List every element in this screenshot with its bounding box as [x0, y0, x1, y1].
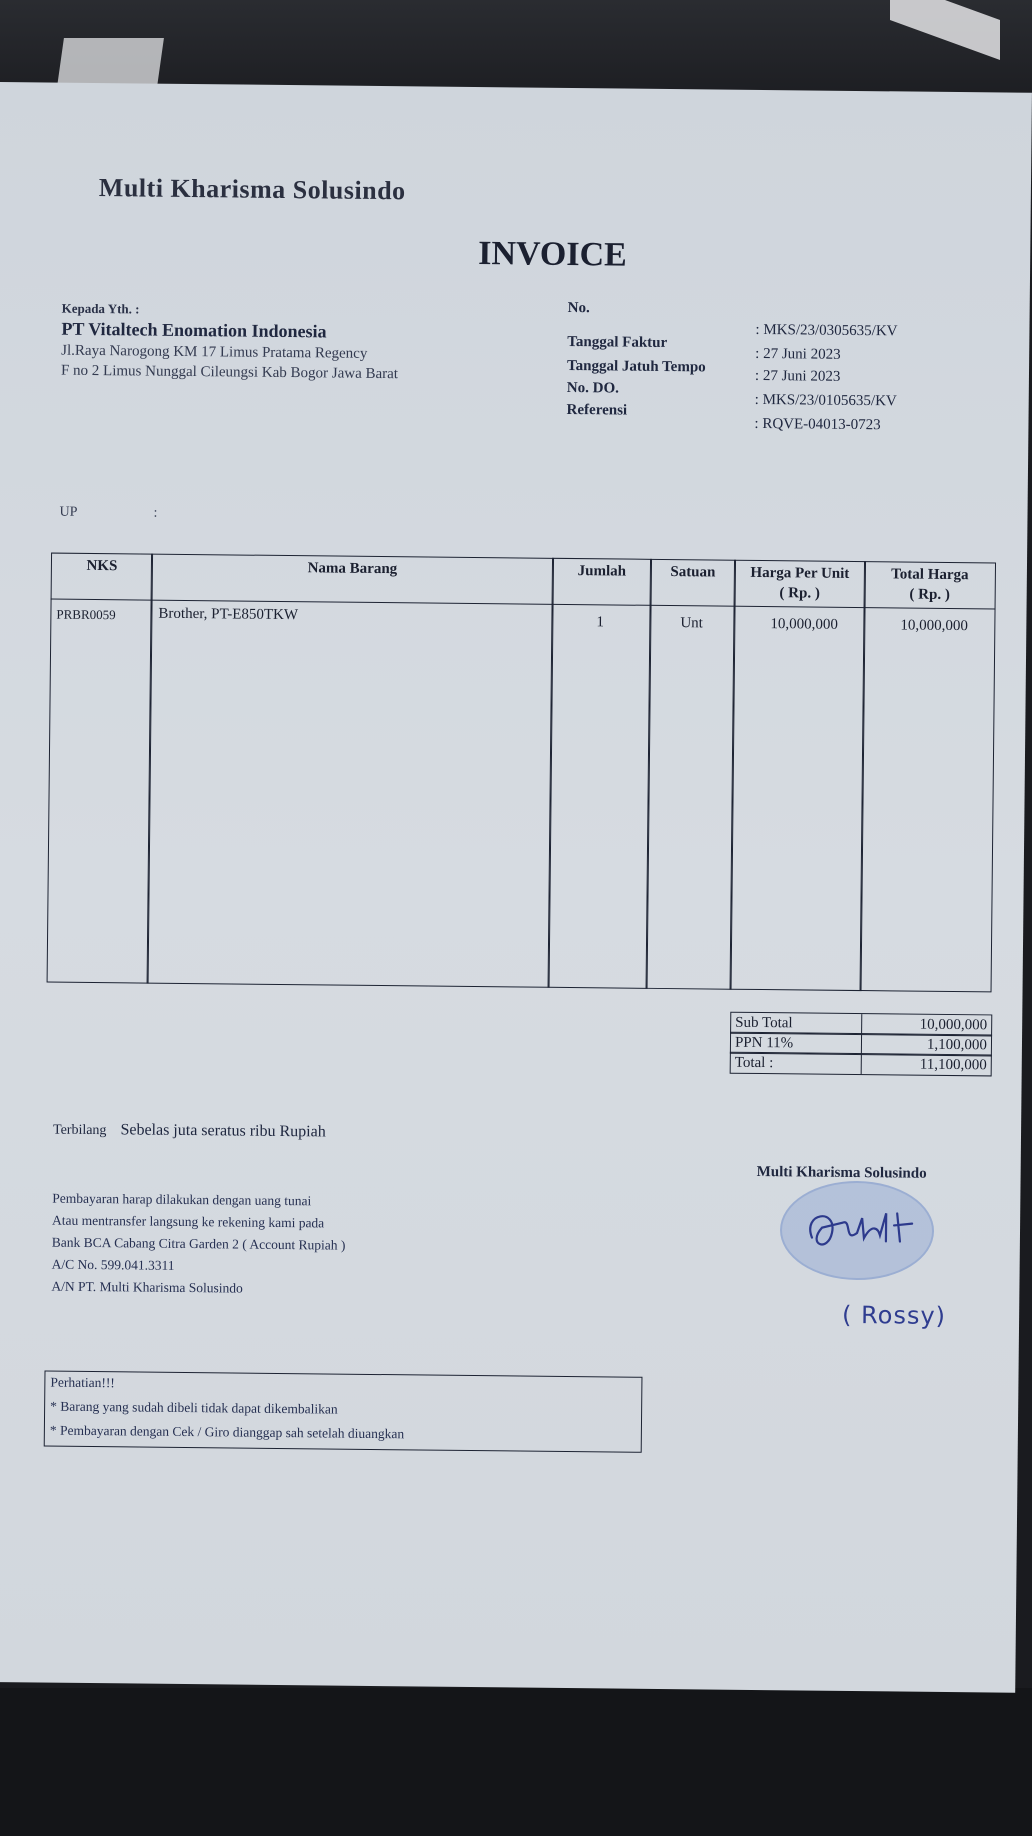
cell-satuan: Unt	[680, 615, 703, 632]
subtotal-label: Sub Total	[735, 1014, 793, 1032]
total-row	[730, 1052, 992, 1077]
customer-address-line1: Jl.Raya Narogong KM 17 Limus Pratama Regency	[61, 342, 368, 362]
bill-to-label: Kepada Yth. :	[61, 300, 140, 317]
subtotal-value: 10,000,000	[919, 1016, 988, 1034]
total-label: Total :	[734, 1054, 774, 1072]
total-value: 11,100,000	[919, 1056, 987, 1074]
do-number-value: : MKS/23/0105635/KV	[754, 391, 897, 410]
header-jumlah: Jumlah	[577, 563, 627, 580]
terbilang-value: Sebelas juta seratus ribu Rupiah	[120, 1121, 326, 1141]
header-satuan: Satuan	[670, 564, 716, 581]
signature-scribble	[782, 1182, 933, 1279]
header-nks: NKS	[86, 557, 118, 575]
reference-label: Referensi	[566, 401, 628, 419]
signatory-name: ( Rossy)	[841, 1300, 947, 1330]
invoice-paper	[0, 82, 1032, 1693]
ppn-label: PPN 11%	[734, 1034, 794, 1052]
notice-item: * Pembayaran dengan Cek / Giro dianggap sah setelah diuangkan	[49, 1422, 405, 1442]
invoice-date-value: : 27 Juni 2023	[755, 345, 841, 363]
cell-total: 10,000,000	[900, 617, 968, 635]
cell-nama-barang: Brother, PT-E850TKW	[158, 605, 299, 624]
due-date-value: : 27 Juni 2023	[754, 367, 841, 385]
customer-address-line2: F no 2 Limus Nunggal Cileungsi Kab Bogor Jawa Barat	[60, 362, 399, 383]
account-number: A/C No. 599.041.3311	[51, 1256, 175, 1273]
up-label: UP	[59, 504, 78, 520]
company-stamp	[780, 1180, 935, 1281]
company-name: Multi Kharisma Solusindo	[98, 173, 406, 206]
cell-nks: PRBR0059	[56, 606, 116, 623]
invoice-no-label: No.	[567, 299, 590, 317]
background-bottom	[0, 1688, 1032, 1836]
header-nama-barang: Nama Barang	[307, 560, 398, 578]
payment-line: Bank BCA Cabang Citra Garden 2 ( Account Rupiah )	[51, 1234, 346, 1253]
header-harga-unit: ( Rp. )	[779, 585, 820, 602]
document-title: INVOICE	[478, 235, 627, 274]
reference-value: : RQVE-04013-0723	[754, 415, 881, 434]
amount-in-words	[53, 1121, 326, 1142]
notice-item: * Barang yang sudah dibeli tidak dapat dikembalikan	[50, 1398, 338, 1417]
header-total: Total Harga	[891, 566, 969, 584]
notice-title: Perhatian!!!	[50, 1374, 115, 1391]
payment-line: Pembayaran harap dilakukan dengan uang tunai	[52, 1190, 312, 1209]
header-total-unit: ( Rp. )	[909, 586, 950, 603]
cell-harga: 10,000,000	[770, 616, 838, 633]
do-number-label: No. DO.	[566, 379, 620, 397]
terbilang-label: Terbilang	[52, 1122, 107, 1139]
invoice-date-label: Tanggal Faktur	[567, 333, 668, 352]
invoice-no-value: : MKS/23/0305635/KV	[755, 321, 898, 340]
ppn-value: 1,100,000	[926, 1036, 988, 1054]
payment-line: Atau mentransfer langsung ke rekening kami pada	[52, 1212, 325, 1231]
up-colon: :	[153, 505, 158, 521]
due-date-label: Tanggal Jatuh Tempo	[566, 357, 706, 376]
cell-jumlah: 1	[596, 614, 604, 631]
customer-name: PT Vitaltech Enomation Indonesia	[61, 318, 327, 342]
account-name: A/N PT. Multi Kharisma Solusindo	[51, 1278, 243, 1296]
signature-company: Multi Kharisma Solusindo	[756, 1163, 927, 1182]
items-table	[46, 553, 996, 1013]
header-harga: Harga Per Unit	[750, 564, 850, 582]
